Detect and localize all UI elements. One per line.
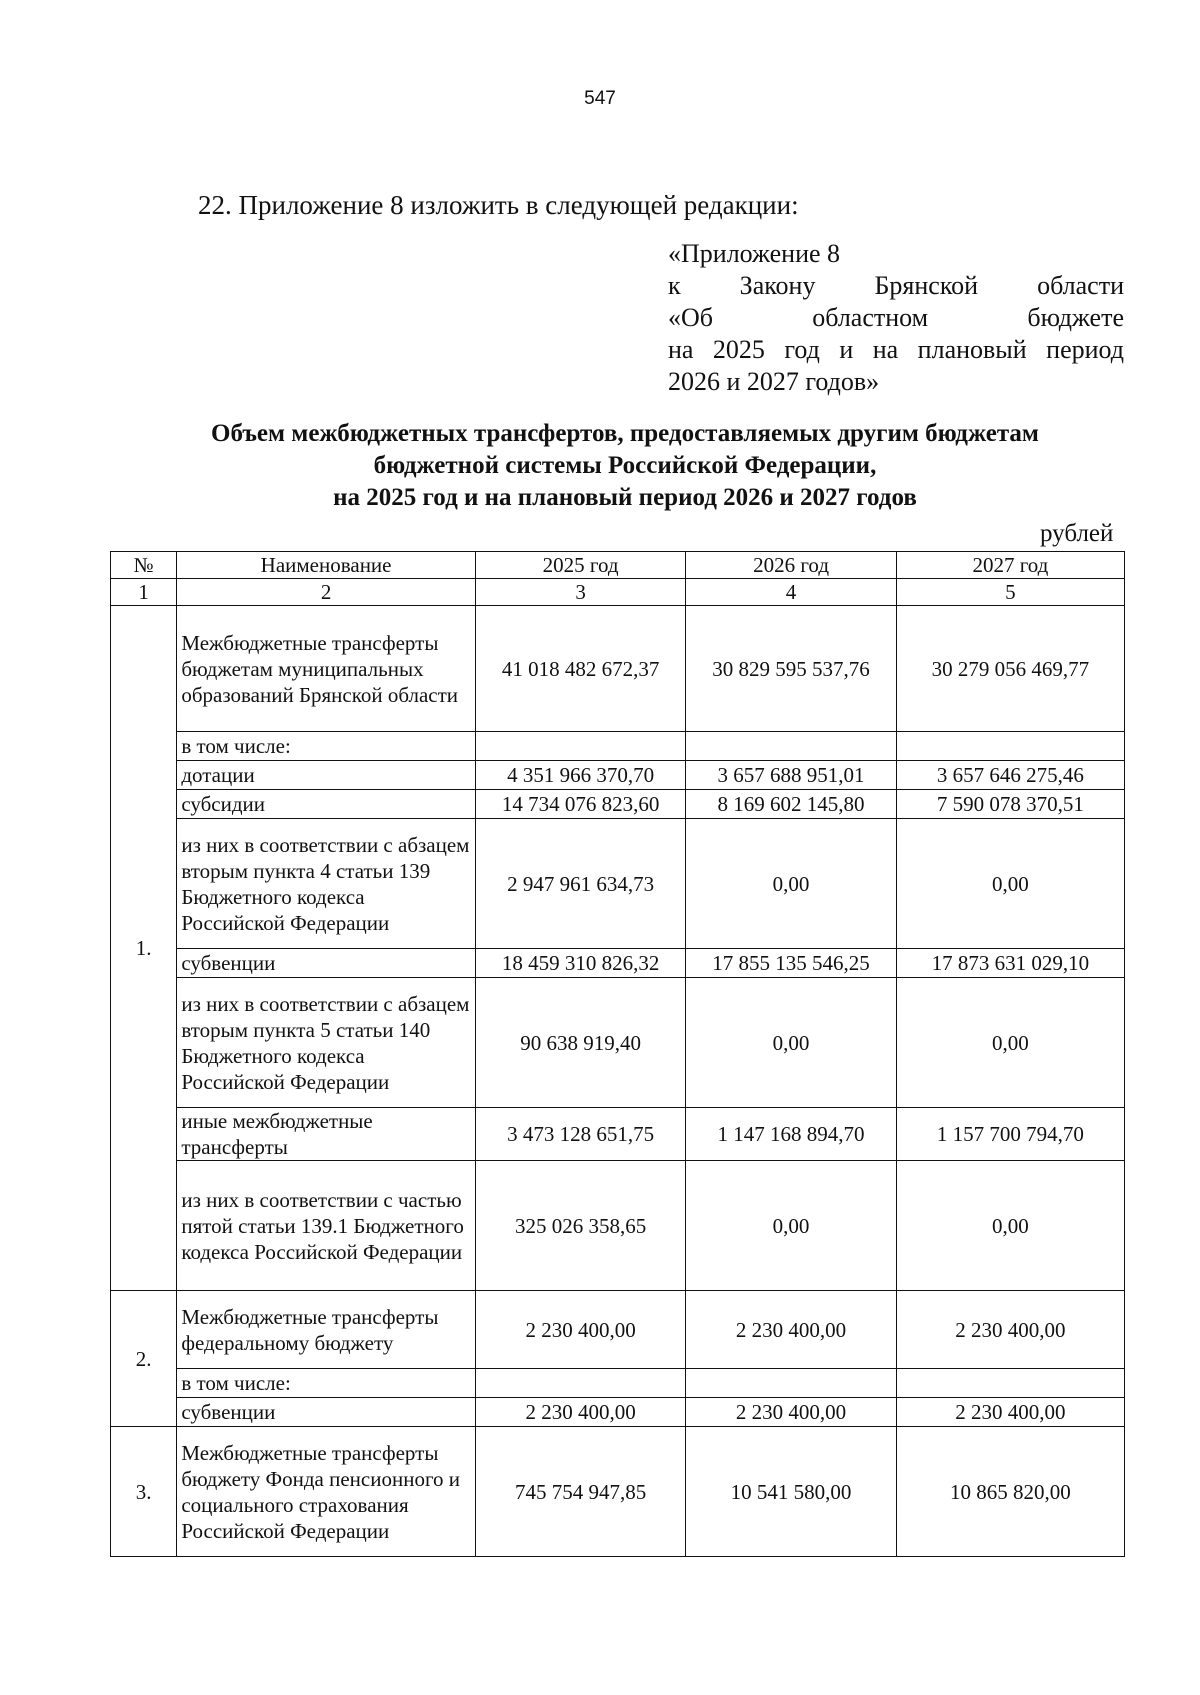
value-2025: 2 947 961 634,73 (475, 819, 685, 949)
header-number: № (111, 552, 177, 579)
appendix-line: «Приложение 8 (668, 239, 841, 268)
column-number-row (111, 579, 1125, 606)
value-2027: 2 230 400,00 (896, 1398, 1124, 1427)
table-row (111, 1291, 1125, 1369)
value-2025: 41 018 482 672,37 (475, 606, 685, 732)
value-2026 (686, 1369, 896, 1398)
table-row (111, 1398, 1125, 1427)
value-2027: 30 279 056 469,77 (896, 606, 1124, 732)
row-name: субсидии (177, 790, 475, 819)
column-number: 3 (475, 579, 685, 606)
column-number: 1 (111, 579, 177, 606)
value-2025: 4 351 966 370,70 (475, 761, 685, 790)
row-name: дотации (177, 761, 475, 790)
title-line: Объем межбюджетных трансфертов, предоставляемых другим бюджетам (211, 420, 1039, 447)
units-label: рублей (1040, 520, 1114, 547)
table-row (111, 819, 1125, 949)
value-2027: 10 865 820,00 (896, 1427, 1124, 1557)
appendix-line: к Закону Брянской области (668, 271, 1124, 300)
title-line: на 2025 год и на плановый период 2026 и 2027 годов (333, 484, 917, 511)
header-2027: 2027 год (896, 552, 1124, 579)
row-name: Межбюджетные трансферты бюджетам муниципальных образований Брянской области (177, 606, 475, 732)
table-row (111, 606, 1125, 732)
table-row (111, 1427, 1125, 1557)
value-2025: 14 734 076 823,60 (475, 790, 685, 819)
header-2026: 2026 год (686, 552, 896, 579)
value-2027: 7 590 078 370,51 (896, 790, 1124, 819)
value-2025 (475, 1369, 685, 1398)
value-2027: 0,00 (896, 978, 1124, 1108)
value-2027 (896, 732, 1124, 761)
value-2027: 17 873 631 029,10 (896, 949, 1124, 978)
value-2027: 0,00 (896, 819, 1124, 949)
value-2026: 2 230 400,00 (686, 1398, 896, 1427)
table-row (111, 761, 1125, 790)
value-2026: 1 147 168 894,70 (686, 1108, 896, 1161)
value-2026: 0,00 (686, 819, 896, 949)
value-2025: 745 754 947,85 (475, 1427, 685, 1557)
row-name: Межбюджетные трансферты федеральному бюджету (177, 1291, 475, 1369)
value-2026: 17 855 135 546,25 (686, 949, 896, 978)
value-2025: 18 459 310 826,32 (475, 949, 685, 978)
value-2026: 8 169 602 145,80 (686, 790, 896, 819)
section-number: 1. (111, 606, 177, 1291)
header-2025: 2025 год (475, 552, 685, 579)
column-number: 5 (896, 579, 1124, 606)
row-name: из них в соответствии с частью пятой статьи 139.1 Бюджетного кодекса Российской Федерации (177, 1161, 475, 1291)
value-2026: 0,00 (686, 978, 896, 1108)
value-2027 (896, 1369, 1124, 1398)
row-name: в том числе: (177, 1369, 475, 1398)
appendix-reference (668, 238, 1124, 398)
value-2026 (686, 732, 896, 761)
value-2027: 0,00 (896, 1161, 1124, 1291)
value-2025: 3 473 128 651,75 (475, 1108, 685, 1161)
title-line: бюджетной системы Российской Федерации, (373, 452, 877, 479)
appendix-line: 2026 и 2027 годов» (668, 367, 880, 396)
value-2026: 3 657 688 951,01 (686, 761, 896, 790)
intro-text: 22. Приложение 8 изложить в следующей редакции: (198, 190, 799, 220)
value-2027: 1 157 700 794,70 (896, 1108, 1124, 1161)
row-name: в том числе: (177, 732, 475, 761)
row-name: субвенции (177, 949, 475, 978)
value-2026: 0,00 (686, 1161, 896, 1291)
transfers-table (110, 551, 1125, 1557)
row-name: иные межбюджетные трансферты (177, 1108, 475, 1161)
appendix-line: «Об областном бюджете (668, 303, 1124, 332)
value-2025: 2 230 400,00 (475, 1398, 685, 1427)
value-2025: 325 026 358,65 (475, 1161, 685, 1291)
header-name: Наименование (177, 552, 475, 579)
row-name: из них в соответствии с абзацем вторым пункта 5 статьи 140 Бюджетного кодекса Российской Федерации (177, 978, 475, 1108)
value-2025: 2 230 400,00 (475, 1291, 685, 1369)
column-number: 2 (177, 579, 475, 606)
table-header-row (111, 552, 1125, 579)
table-row (111, 1161, 1125, 1291)
value-2027: 2 230 400,00 (896, 1291, 1124, 1369)
value-2026: 30 829 595 537,76 (686, 606, 896, 732)
row-name: из них в соответствии с абзацем вторым пункта 4 статьи 139 Бюджетного кодекса Российской Федерации (177, 819, 475, 949)
section-number: 3. (111, 1427, 177, 1557)
value-2025 (475, 732, 685, 761)
value-2025: 90 638 919,40 (475, 978, 685, 1108)
table-row (111, 790, 1125, 819)
table-row (111, 1369, 1125, 1398)
section-number: 2. (111, 1291, 177, 1427)
row-name: субвенции (177, 1398, 475, 1427)
page-number: 547 (584, 88, 616, 109)
row-name: Межбюджетные трансферты бюджету Фонда пенсионного и социального страхования Российской Федерации (177, 1427, 475, 1557)
document-title (0, 418, 1200, 514)
table-row (111, 978, 1125, 1108)
value-2026: 10 541 580,00 (686, 1427, 896, 1557)
value-2026: 2 230 400,00 (686, 1291, 896, 1369)
column-number: 4 (686, 579, 896, 606)
table-row (111, 732, 1125, 761)
value-2027: 3 657 646 275,46 (896, 761, 1124, 790)
table-row (111, 949, 1125, 978)
appendix-line: на 2025 год и на плановый период (668, 335, 1124, 364)
table-row (111, 1108, 1125, 1161)
